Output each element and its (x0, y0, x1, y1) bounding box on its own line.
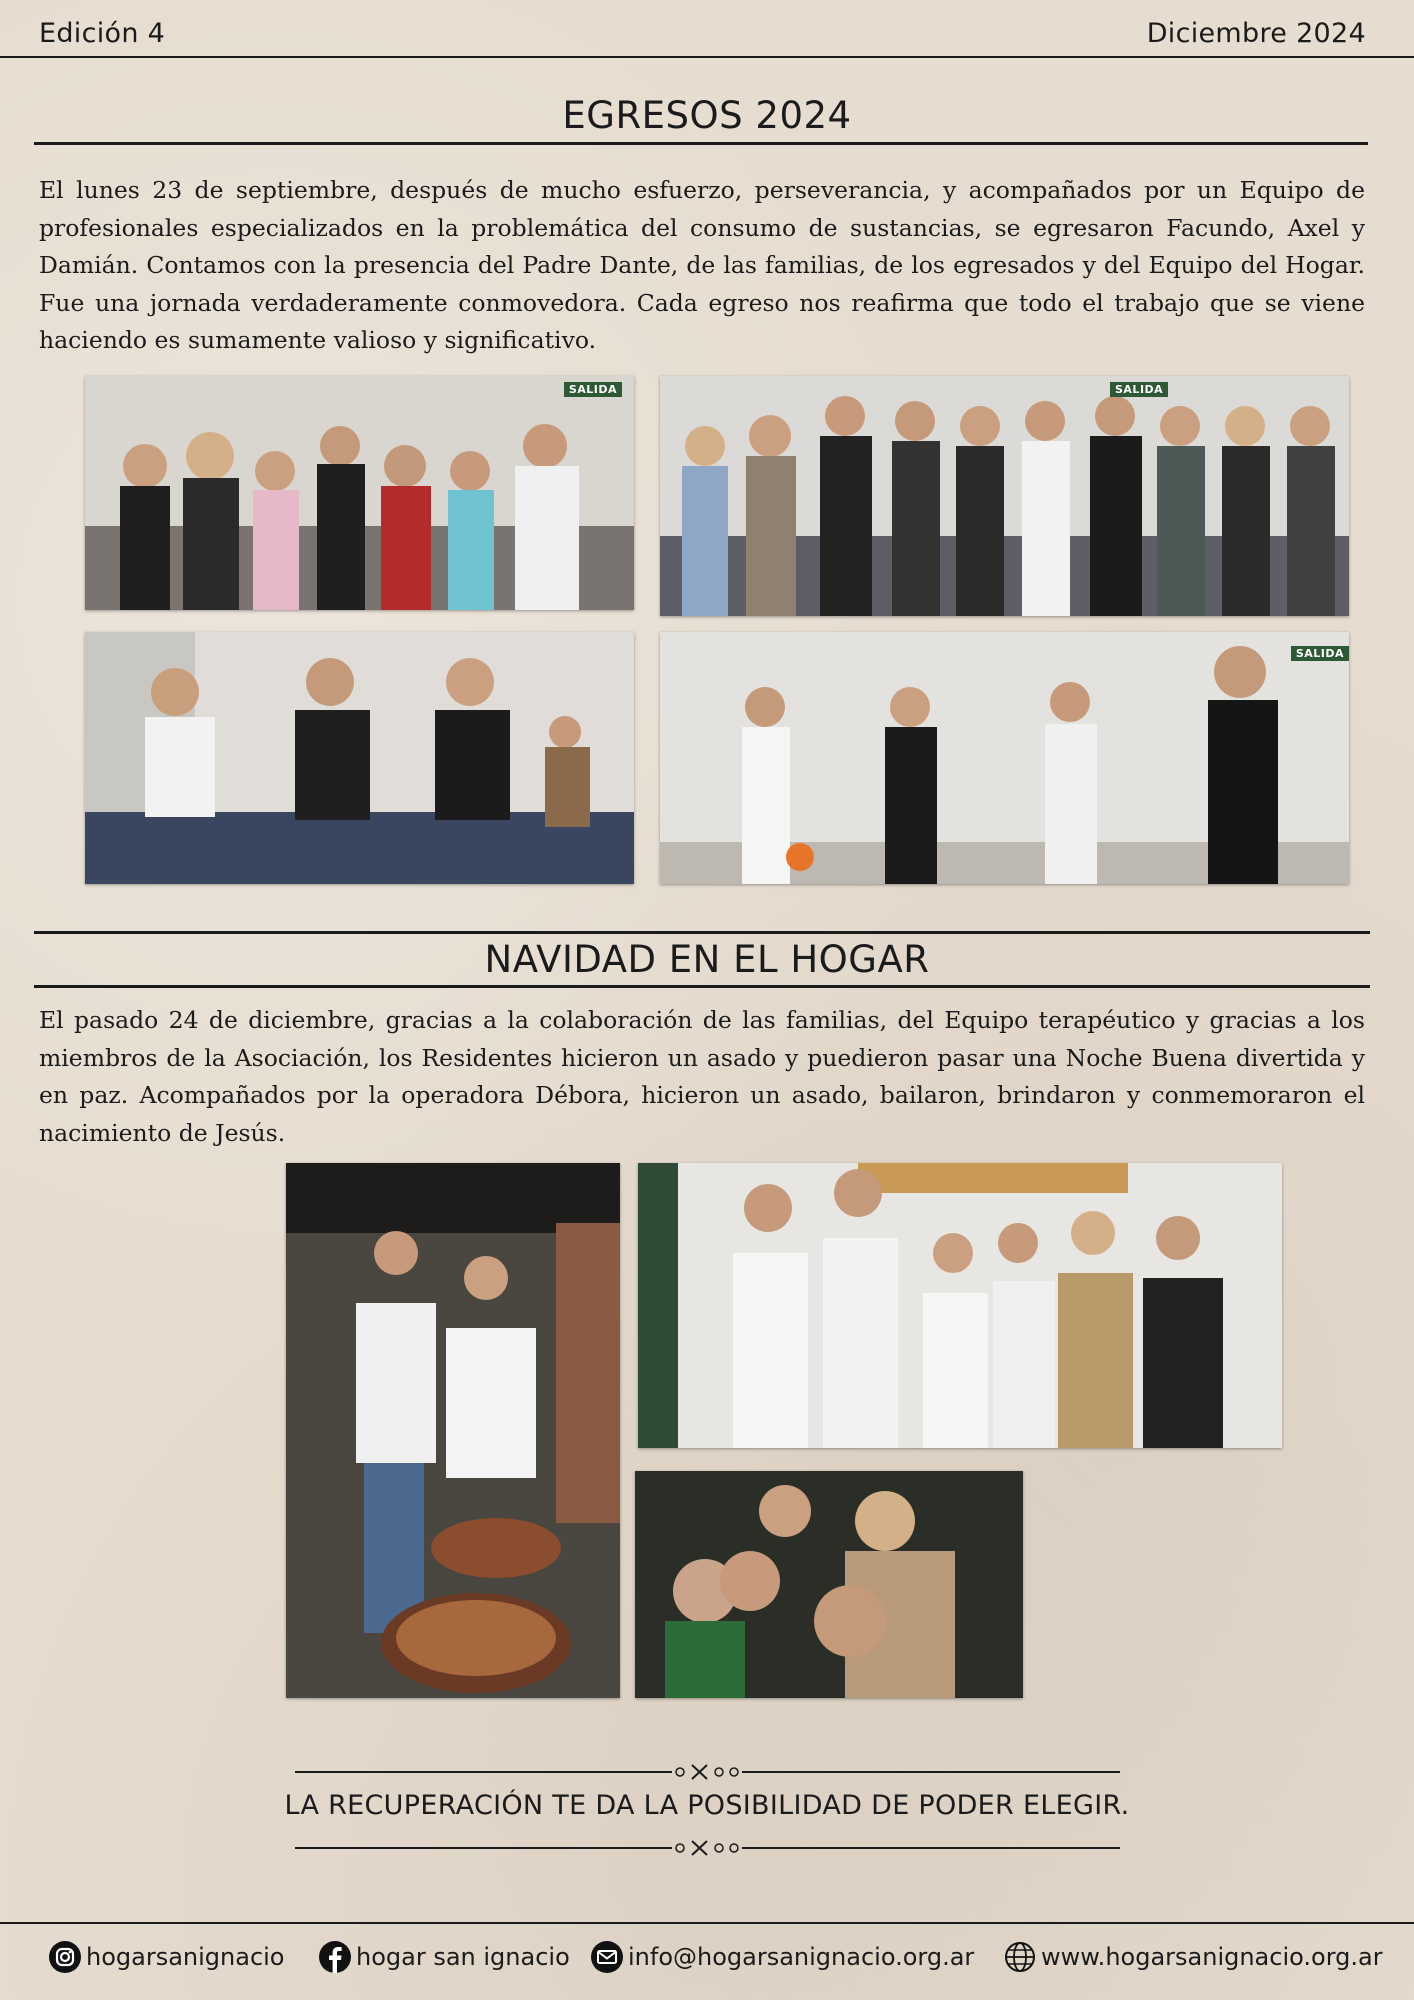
section-rule (34, 142, 1368, 145)
navidad-paragraph: El pasado 24 de diciembre, gracias a la colaboración de las familias, del Equipo terapéutico y gracias a los miembros de la Asociación, los Residentes hicieron un asado y puedieron pasar una Noche Buena divertida y en paz. Acompañados por la operadora Débora, hicieron un asado, bailaron, brindaron y conmemoraron el nacimiento de Jesús. (39, 1006, 1365, 1147)
issue-date: Diciembre 2024 (1146, 18, 1366, 49)
globe-icon (1003, 1940, 1037, 1974)
egresos-paragraph: El lunes 23 de septiembre, después de mucho esfuerzo, perseverancia, y acompañados por un Equipo de profesionales especializados en la problemática del consumo de sustancias, se egresaron Facundo, Axel y Damián. Contamos con la presencia del Padre Dante, de las familias, de los egresados y del Equipo del Hogar. Fue una jornada verdaderamente conmovedora. Cada egreso nos reafirma que todo el trabajo que se viene haciendo es sumamente valioso y significativo. (39, 176, 1365, 354)
edition-label: Edición 4 (39, 18, 166, 49)
photo-egresos-group-2 (660, 376, 1349, 616)
footer-website[interactable] (1003, 1940, 1383, 1974)
facebook-icon (318, 1940, 352, 1974)
ornament-divider-bottom (0, 1838, 1414, 1858)
photo-egresos-group-1 (85, 376, 634, 610)
facebook-handle: hogar san ignacio (356, 1943, 570, 1971)
mail-icon (590, 1940, 624, 1974)
section-title-egresos: EGRESOS 2024 (562, 94, 852, 137)
footer-rule (0, 1922, 1414, 1924)
email-address: info@hogarsanignacio.org.ar (628, 1943, 975, 1971)
photo-egresos-audience (85, 632, 634, 884)
ornament-divider-top (0, 1762, 1414, 1782)
section-rule (34, 985, 1370, 988)
photo-egresos-ceremony (660, 632, 1349, 884)
footer-instagram[interactable] (48, 1940, 285, 1974)
exit-sign: SALIDA (1110, 382, 1168, 397)
section-title-navidad: NAVIDAD EN EL HOGAR (484, 938, 930, 981)
section-rule (34, 931, 1370, 934)
header-rule (0, 56, 1414, 58)
footer-email[interactable] (590, 1940, 974, 1974)
closing-quote: LA RECUPERACIÓN TE DA LA POSIBILIDAD DE PODER ELEGIR. (284, 1790, 1130, 1821)
footer-facebook[interactable] (318, 1940, 570, 1974)
exit-sign: SALIDA (564, 382, 622, 397)
photo-navidad-selfie (635, 1471, 1023, 1698)
photo-navidad-group (638, 1163, 1282, 1448)
exit-sign: SALIDA (1291, 646, 1349, 661)
instagram-handle: hogarsanignacio (86, 1943, 285, 1971)
website-url: www.hogarsanignacio.org.ar (1041, 1943, 1383, 1971)
photo-navidad-asado (286, 1163, 620, 1698)
instagram-icon (48, 1940, 82, 1974)
